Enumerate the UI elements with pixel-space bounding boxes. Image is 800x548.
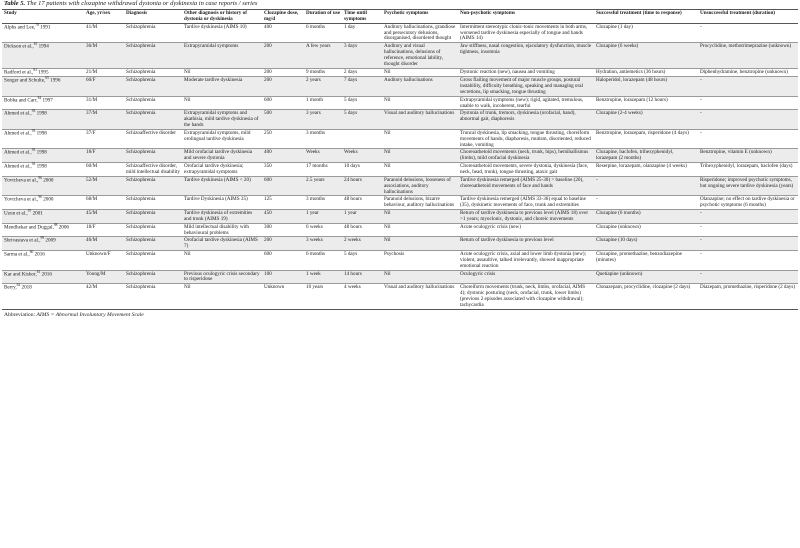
dose-cell: 200 — [262, 68, 304, 77]
reference-number: 96 — [38, 195, 42, 200]
age-sex-cell: 31/M — [84, 96, 124, 110]
onset-cell: 2 days — [342, 68, 382, 77]
duration-cell: 2 years — [304, 77, 342, 97]
other-diagnosis-cell: Tardive dyskinesia (AIMS < 20) — [182, 176, 262, 196]
reference-number: 98 — [53, 222, 58, 227]
column-header: Unsuccessful treatment (duration) — [698, 10, 798, 24]
dose-cell: 200 — [262, 43, 304, 68]
unsuccessful-treatment-cell: - — [698, 129, 798, 149]
study-cell — [2, 77, 84, 97]
study-year: 1996 — [48, 77, 61, 84]
duration-cell: 17 months — [304, 163, 342, 177]
non-psychotic-symptoms-cell: Return of tardive dyskinesia to previous level — [458, 237, 594, 251]
dose-cell: 125 — [262, 196, 304, 210]
diagnosis-cell: Schizophrenia — [124, 270, 182, 284]
non-psychotic-symptoms-cell: Tardive dyskinesia remerged (AIMS 25-30) > baseline (20), choreoathetoid movements of face and hands — [458, 176, 594, 196]
table-row — [2, 23, 798, 43]
other-diagnosis-cell: Extrapyramidal symptoms — [182, 43, 262, 68]
successful-treatment-cell: Haloperidol, lorazepam (48 hours) — [594, 77, 698, 97]
non-psychotic-symptoms-cell: Dystonic reaction (new), nausea and vomiting — [458, 68, 594, 77]
unsuccessful-treatment-cell: - — [698, 96, 798, 110]
dose-cell: 600 — [262, 251, 304, 271]
successful-treatment-cell: Quetiapine (unknown) — [594, 270, 698, 284]
successful-treatment-cell: Clozapine (6 months) — [594, 210, 698, 224]
age-sex-cell: 52/M — [84, 176, 124, 196]
age-sex-cell: Young/M — [84, 270, 124, 284]
duration-cell: 1 month — [304, 96, 342, 110]
study-year: 1998 — [35, 150, 47, 157]
other-diagnosis-cell: Previous oculogyric crisis secondary to risperidone — [182, 270, 262, 284]
dose-cell: 450 — [262, 210, 304, 224]
study-cell — [2, 23, 84, 43]
age-sex-cell: 41/M — [84, 23, 124, 43]
footnote-label: Abbreviation: — [4, 311, 36, 318]
study-cell — [2, 163, 84, 177]
reference-number: 93 — [31, 109, 36, 114]
psychotic-symptoms-cell: Auditory hallucinations — [382, 77, 458, 97]
diagnosis-cell: Schizoaffective disorder, mild intellectual disability — [124, 163, 182, 177]
unsuccessful-treatment-cell: Benztropine, vitamin E (unknown) — [698, 149, 798, 163]
onset-cell — [342, 129, 382, 149]
unsuccessful-treatment-cell: Olanzapine; no effect on tardive dyskinesia or psychotic symptoms (6 months) — [698, 196, 798, 210]
psychotic-symptoms-cell: Auditory and visual hallucinations, delusions of reference, emotional lability, thought disorder — [382, 43, 458, 68]
study-cell — [2, 284, 84, 309]
column-header: Non-psychotic symptoms — [458, 10, 594, 24]
table-caption-label: Table 5. — [4, 0, 26, 7]
study-authors: Ahmed et al., — [4, 163, 32, 170]
case-reports-table — [2, 9, 798, 310]
reference-number: 81 — [33, 42, 38, 47]
successful-treatment-cell: Clonazepam, procyclidine, clozapine (2 days) — [594, 284, 698, 309]
column-header: Age, yr/sex — [84, 10, 124, 24]
duration-cell: 1 week — [304, 270, 342, 284]
study-authors: Dickson et al., — [4, 43, 34, 50]
successful-treatment-cell: Clozapine (6 weeks) — [594, 43, 698, 68]
dose-cell: 400 — [262, 149, 304, 163]
table-row — [2, 163, 798, 177]
table-footnote — [2, 312, 798, 319]
study-year: 2000 — [41, 177, 54, 184]
dose-cell: 100 — [262, 270, 304, 284]
study-year: 2001 — [31, 210, 43, 217]
table-row — [2, 149, 798, 163]
study-cell — [2, 149, 84, 163]
duration-cell: 3 months — [304, 129, 342, 149]
study-year: 2016 — [33, 251, 45, 258]
column-header: Clozapine dose, mg/d — [262, 10, 304, 24]
onset-cell: 5 days — [342, 110, 382, 130]
study-authors: Sarma et al., — [4, 251, 30, 258]
psychotic-symptoms-cell: Visual and auditory hallucinations — [382, 110, 458, 130]
age-sex-cell: 18/F — [84, 223, 124, 237]
onset-cell: 4 weeks — [342, 284, 382, 309]
non-psychotic-symptoms-cell: Gross flailing movement of major muscle groups, postural instability, difficulty breathing, speaking and managing oral secretions, lip smacking, tongue thrusting — [458, 77, 594, 97]
dose-cell: 300 — [262, 223, 304, 237]
psychotic-symptoms-cell: Nil — [382, 163, 458, 177]
study-cell — [2, 43, 84, 68]
dose-cell: 500 — [262, 110, 304, 130]
diagnosis-cell: Schizophrenia — [124, 110, 182, 130]
study-cell — [2, 129, 84, 149]
study-cell — [2, 96, 84, 110]
study-authors: Songer and Schulte, — [4, 77, 46, 84]
successful-treatment-cell: Clozapine, baclofen, trihexyphenidyl, lorazepam (2 months) — [594, 149, 698, 163]
unsuccessful-treatment-cell: Procyclidine, methotrimeprazine (unknown) — [698, 43, 798, 68]
unsuccessful-treatment-cell: - — [698, 23, 798, 43]
successful-treatment-cell: Clozapine, promethazine, benzodiazepine (minutes) — [594, 251, 698, 271]
age-sex-cell: 60/M — [84, 163, 124, 177]
study-year: 1991 — [38, 24, 51, 31]
diagnosis-cell: Schizophrenia — [124, 43, 182, 68]
duration-cell: 1 year — [304, 210, 342, 224]
non-psychotic-symptoms-cell: Choreoathetoid movements (neck, trunk, hips), hemiballismus (limbs), mild orofacial dyskinesia — [458, 149, 594, 163]
study-authors: Mendhekar and Duggal, — [4, 224, 54, 231]
column-header: Duration of use — [304, 10, 342, 24]
other-diagnosis-cell: Mild intellectual disability with behavioural problems — [182, 223, 262, 237]
unsuccessful-treatment-cell: - — [698, 270, 798, 284]
age-sex-cell: 37/M — [84, 110, 124, 130]
successful-treatment-cell: Hydration, antiemetics (36 hours) — [594, 68, 698, 77]
study-year: 1995 — [37, 69, 49, 76]
psychotic-symptoms-cell: Paranoid delusions, bizarre behaviour, auditory hallucinations — [382, 196, 458, 210]
onset-cell: 7 days — [342, 77, 382, 97]
other-diagnosis-cell: Nil — [182, 68, 262, 77]
duration-cell: 6 weeks — [304, 223, 342, 237]
duration-cell: 2.5 years — [304, 176, 342, 196]
non-psychotic-symptoms-cell: Return of tardive dyskinesia to previous level (AIMS 18) over >1 years; myoclonic, dystonic, and choreic movements — [458, 210, 594, 224]
table-row — [2, 129, 798, 149]
age-sex-cell: 18/F — [84, 149, 124, 163]
duration-cell: Weeks — [304, 149, 342, 163]
diagnosis-cell: Schizophrenia — [124, 77, 182, 97]
dose-cell: 350 — [262, 163, 304, 177]
column-header: Diagnosis — [124, 10, 182, 24]
psychotic-symptoms-cell: Nil — [382, 270, 458, 284]
psychotic-symptoms-cell: Nil — [382, 129, 458, 149]
onset-cell: 10 days — [342, 163, 382, 177]
unsuccessful-treatment-cell: Diazepam, promethazine, risperidone (2 days) — [698, 284, 798, 309]
age-sex-cell: 37/F — [84, 129, 124, 149]
diagnosis-cell: Schizophrenia — [124, 176, 182, 196]
dose-cell: 600 — [262, 176, 304, 196]
reference-number: 93 — [31, 162, 36, 167]
unsuccessful-treatment-cell: - — [698, 110, 798, 130]
other-diagnosis-cell: Tardive Dyskinesia (AIMS 35) — [182, 196, 262, 210]
table-row — [2, 251, 798, 271]
table-row — [2, 284, 798, 309]
study-cell — [2, 270, 84, 284]
age-sex-cell: 46/M — [84, 237, 124, 251]
diagnosis-cell: Schizophrenia — [124, 284, 182, 309]
duration-cell: 10 years — [304, 284, 342, 309]
onset-cell: 48 hours — [342, 196, 382, 210]
unsuccessful-treatment-cell: - — [698, 223, 798, 237]
psychotic-symptoms-cell: Psychosis — [382, 251, 458, 271]
study-year: 2018 — [20, 285, 32, 292]
column-header: Study — [2, 10, 84, 24]
onset-cell: 1 year — [342, 210, 382, 224]
diagnosis-cell: Schizophrenia — [124, 210, 182, 224]
onset-cell: 5 days — [342, 96, 382, 110]
non-psychotic-symptoms-cell: Dystonia of trunk, tremors, dyskinesia (orofacial, hand), abnormal gait, diaphoresis — [458, 110, 594, 130]
psychotic-symptoms-cell: Nil — [382, 223, 458, 237]
non-psychotic-symptoms-cell: Jaw stiffness, nasal congestion, ejaculatory dysfunction, muscle tightness, insomnia — [458, 43, 594, 68]
age-sex-cell: 21/M — [84, 68, 124, 77]
psychotic-symptoms-cell: Nil — [382, 149, 458, 163]
study-year: 2009 — [44, 238, 56, 245]
other-diagnosis-cell: Tardive dyskinesia (AIMS 10) — [182, 23, 262, 43]
study-year: 1998 — [35, 111, 47, 118]
reference-number: 93 — [31, 128, 36, 133]
successful-treatment-cell: - — [594, 196, 698, 210]
table-row — [2, 96, 798, 110]
non-psychotic-symptoms-cell: Choreiform movements (trunk, neck, limbs, orofacial, AIMS 4); dystonic posturing (neck, orofacial, trunk, lower limbs) (previous 2 episodes associated with clozapine withdrawal); tachycardia — [458, 284, 594, 309]
onset-cell: 24 hours — [342, 176, 382, 196]
onset-cell: 1 day — [342, 23, 382, 43]
dose-cell: Unknown — [262, 284, 304, 309]
study-authors: Berry, — [4, 285, 17, 292]
reference-number: 78 — [35, 22, 39, 27]
diagnosis-cell: Schizophrenia — [124, 23, 182, 43]
diagnosis-cell: Schizophrenia — [124, 237, 182, 251]
diagnosis-cell: Schizophrenia — [124, 251, 182, 271]
column-header: Psychotic symptoms — [382, 10, 458, 24]
study-authors: Ahmed et al., — [4, 150, 32, 157]
table-row — [2, 270, 798, 284]
column-header: Other diagnosis or history of dystonia or dyskinesia — [182, 10, 262, 24]
reference-number: 85 — [45, 76, 49, 81]
study-cell — [2, 223, 84, 237]
reference-number: 97 — [27, 209, 32, 214]
study-authors: Yovtcheva et al., — [4, 177, 39, 184]
study-authors: Uzun et al., — [4, 210, 28, 217]
psychotic-symptoms-cell: Auditory hallucinations, grandiose and persecutory delusions, disorganised, disordered thought — [382, 23, 458, 43]
diagnosis-cell: Schizophrenia — [124, 223, 182, 237]
table-row — [2, 223, 798, 237]
study-authors: Ahmed et al., — [4, 111, 32, 118]
unsuccessful-treatment-cell: Trihexyphenidyl, lorazepam, baclofen (days) — [698, 163, 798, 177]
other-diagnosis-cell: Extrapyramidal symptoms and akathisia, mild tardive dyskinesia of the hands — [182, 110, 262, 130]
successful-treatment-cell: Clozapine (10 days) — [594, 237, 698, 251]
reference-number: 62 — [16, 283, 21, 288]
dose-cell: 200 — [262, 237, 304, 251]
onset-cell: 2 weeks — [342, 237, 382, 251]
table-caption-text: The 17 patients with clozapine withdrawal dystonia or dyskinesia in case reports / series — [26, 0, 258, 7]
duration-cell: 3 weeks — [304, 237, 342, 251]
non-psychotic-symptoms-cell: Choreoathetoid movements, severe dystonia, dyskinesia (face, neck, head, trunk), tongue thrusting, ataxic gait — [458, 163, 594, 177]
other-diagnosis-cell: Nil — [182, 251, 262, 271]
reference-number: 83 — [33, 67, 37, 72]
study-year: 2016 — [40, 271, 52, 278]
study-year: 1998 — [35, 163, 47, 170]
reference-number: 96 — [38, 175, 42, 180]
study-authors: Bobba and Carr, — [4, 97, 38, 104]
other-diagnosis-cell: Nil — [182, 284, 262, 309]
reference-number: 61 — [36, 269, 41, 274]
non-psychotic-symptoms-cell: Tardive dyskinesia remerged (AIMS 33-36) equal to baseline (35), dyskinetic movements of face, trunk and extremities — [458, 196, 594, 210]
other-diagnosis-cell: Orofacial tardive dyskinesia; extrapyramidal symptoms — [182, 163, 262, 177]
other-diagnosis-cell: Tardive dyskinesia of extremities and trunk (AIMS 19) — [182, 210, 262, 224]
study-cell — [2, 176, 84, 196]
study-cell — [2, 110, 84, 130]
successful-treatment-cell: Benztropine, lorazepam (12 hours) — [594, 96, 698, 110]
study-cell — [2, 251, 84, 271]
unsuccessful-treatment-cell: - — [698, 210, 798, 224]
age-sex-cell: Unknown/F — [84, 251, 124, 271]
reference-number: 84 — [37, 95, 42, 100]
table-row — [2, 196, 798, 210]
psychotic-symptoms-cell: Nil — [382, 210, 458, 224]
table-row — [2, 237, 798, 251]
unsuccessful-treatment-cell: Risperidone; improved psychotic symptoms, but ongoing severe tardive dyskinesia (years) — [698, 176, 798, 196]
study-cell — [2, 68, 84, 77]
other-diagnosis-cell: Nil — [182, 96, 262, 110]
table-row — [2, 43, 798, 68]
onset-cell: 3 days — [342, 43, 382, 68]
unsuccessful-treatment-cell: - — [698, 77, 798, 97]
study-authors: Alphs and Lee, — [4, 24, 36, 31]
duration-cell: 6 months — [304, 23, 342, 43]
non-psychotic-symptoms-cell: Acute oculogyric crisis (new) — [458, 223, 594, 237]
table-body — [2, 23, 798, 309]
other-diagnosis-cell: Moderate tardive dyskinesia — [182, 77, 262, 97]
diagnosis-cell: Schizophrenia — [124, 149, 182, 163]
reference-number: 93 — [31, 148, 36, 153]
onset-cell: Weeks — [342, 149, 382, 163]
column-header: Successful treatment (time to response) — [594, 10, 698, 24]
study-cell — [2, 196, 84, 210]
age-sex-cell: 42/M — [84, 284, 124, 309]
study-year: 1997 — [41, 97, 53, 104]
diagnosis-cell: Schizophrenia — [124, 196, 182, 210]
table-row — [2, 110, 798, 130]
successful-treatment-cell: - — [594, 176, 698, 196]
age-sex-cell: 60/F — [84, 77, 124, 97]
table-figure — [2, 0, 798, 319]
study-cell — [2, 237, 84, 251]
successful-treatment-cell: Clozapine (2-4 weeks) — [594, 110, 698, 130]
onset-cell: 14 hours — [342, 270, 382, 284]
dose-cell: 250 — [262, 129, 304, 149]
study-authors: Radford et al., — [4, 69, 34, 76]
study-cell — [2, 210, 84, 224]
other-diagnosis-cell: Mild orofacial tardive dyskinesia and severe dystonia — [182, 149, 262, 163]
duration-cell: A few years — [304, 43, 342, 68]
table-row — [2, 68, 798, 77]
other-diagnosis-cell: Orofacial tardive dyskinesia (AIMS 7) — [182, 237, 262, 251]
successful-treatment-cell: Clozapine (1 day) — [594, 23, 698, 43]
duration-cell: 3 months — [304, 196, 342, 210]
diagnosis-cell: Schizophrenia — [124, 96, 182, 110]
successful-treatment-cell: Benztropine, lorazepam, risperidone (4 days) — [594, 129, 698, 149]
dose-cell: 400 — [262, 23, 304, 43]
study-year: 2000 — [41, 197, 54, 204]
age-sex-cell: 68/M — [84, 196, 124, 210]
table-row — [2, 210, 798, 224]
onset-cell: 48 hours — [342, 223, 382, 237]
reference-number: 99 — [40, 236, 45, 241]
study-authors: Yovtcheva et al., — [4, 197, 39, 204]
non-psychotic-symptoms-cell: Truncal dyskinesia, lip smacking, tongue thrusting, choreiform movements of hands, diaphoresis, mutism, disoriented, reduced intake, vomiting — [458, 129, 594, 149]
non-psychotic-symptoms-cell: Oculogyric crisis — [458, 270, 594, 284]
dose-cell: 600 — [262, 96, 304, 110]
study-year: 1998 — [35, 130, 47, 137]
reference-number: 60 — [29, 250, 34, 255]
diagnosis-cell: Schizophrenia — [124, 68, 182, 77]
study-year: 2006 — [57, 224, 69, 231]
study-year: 1994 — [37, 43, 49, 50]
diagnosis-cell: Schizoaffective disorder — [124, 129, 182, 149]
unsuccessful-treatment-cell: Diphenhydramine, benztropine (unknown) — [698, 68, 798, 77]
age-sex-cell: 36/M — [84, 43, 124, 68]
psychotic-symptoms-cell: Nil — [382, 237, 458, 251]
table-row — [2, 176, 798, 196]
psychotic-symptoms-cell: Nil — [382, 96, 458, 110]
table-row — [2, 77, 798, 97]
table-header-row — [2, 10, 798, 24]
footnote-text: AIMS = Abnormal Involuntary Movement Scale — [36, 311, 144, 318]
dose-cell: 200 — [262, 77, 304, 97]
study-authors: Shrivastava et al., — [4, 238, 41, 245]
non-psychotic-symptoms-cell: Extrapyramidal symptoms (new); rigid, agitated, tremulous, unable to walk, incoherent, tearful — [458, 96, 594, 110]
other-diagnosis-cell: Extrapyramidal symptoms, mild orolingual tardive dyskinesia — [182, 129, 262, 149]
psychotic-symptoms-cell: Paranoid delusions, looseness of associations, auditory hallucinations — [382, 176, 458, 196]
study-authors: Kar and Kishor, — [4, 271, 37, 278]
onset-cell: 5 days — [342, 251, 382, 271]
unsuccessful-treatment-cell: - — [698, 251, 798, 271]
duration-cell: 6 months — [304, 251, 342, 271]
table-caption — [2, 0, 798, 9]
psychotic-symptoms-cell: Nil — [382, 68, 458, 77]
unsuccessful-treatment-cell: - — [698, 237, 798, 251]
successful-treatment-cell: Clozapine (unknown) — [594, 223, 698, 237]
age-sex-cell: 45/M — [84, 210, 124, 224]
non-psychotic-symptoms-cell: Intermittent stereotypic clonic-tonic movements in both arms, worsened tardive dyskinesia especially of tongue and hands (AIMS 14) — [458, 23, 594, 43]
non-psychotic-symptoms-cell: Acute oculogyric crisis, axial and lower limb dystonia (new); violent, assaultive, talked irrelevantly, showed inappropriate emotional reaction — [458, 251, 594, 271]
duration-cell: 9 months — [304, 68, 342, 77]
column-header: Time until symptoms — [342, 10, 382, 24]
successful-treatment-cell: Reserpine, lorazepam, olanzapine (4 weeks) — [594, 163, 698, 177]
duration-cell: 3 years — [304, 110, 342, 130]
study-authors: Ahmed et al., — [4, 130, 32, 137]
psychotic-symptoms-cell: Visual and auditory hallucinations — [382, 284, 458, 309]
